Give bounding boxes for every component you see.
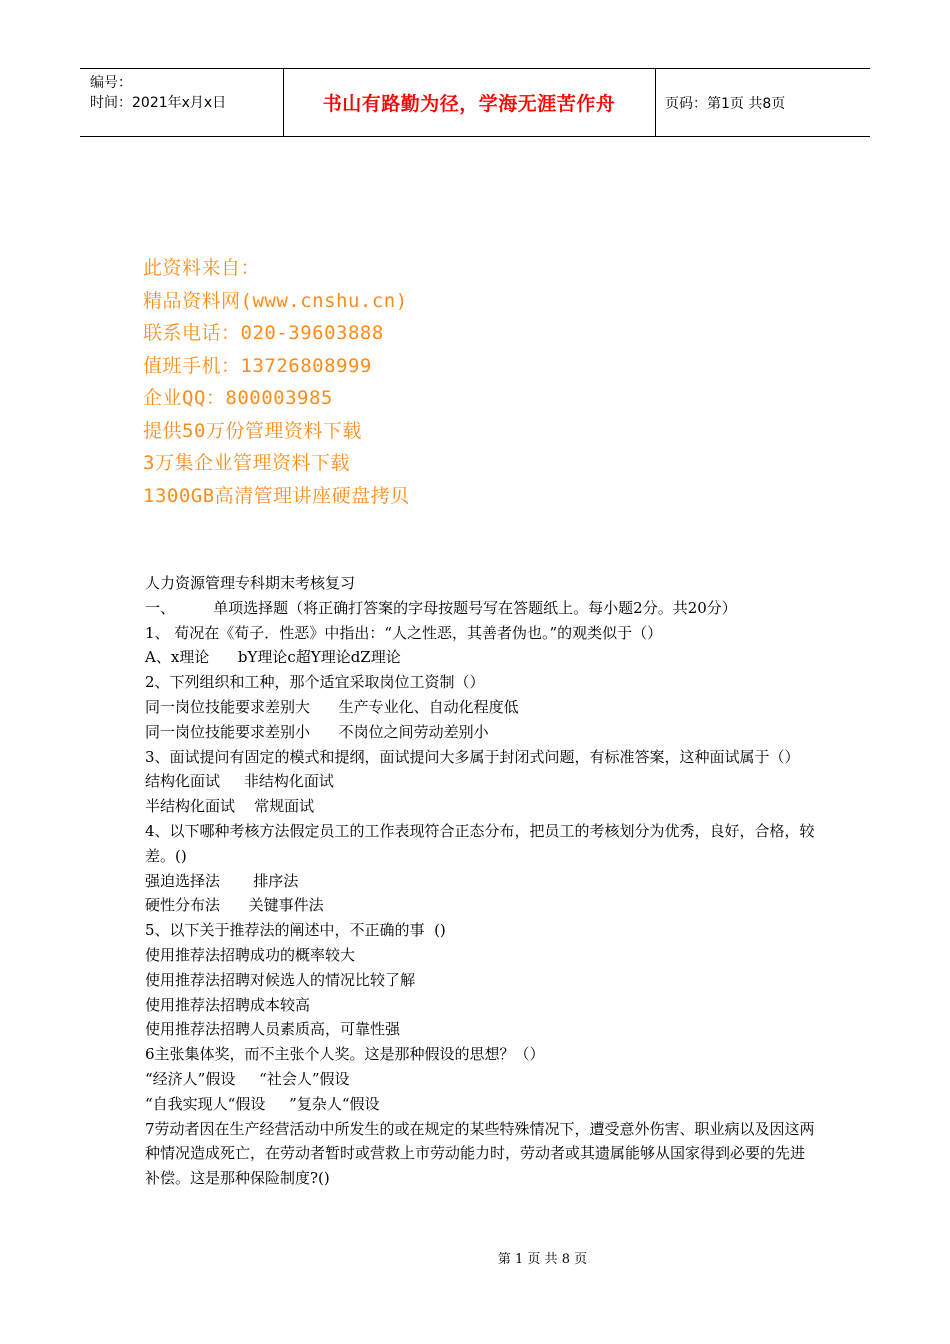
section-heading: 一、 单项选择题（将正确打答案的字母按题号写在答题纸上。每小题2分。共20分） [145,598,737,617]
header-divider-right [655,69,656,136]
question-6: 6主张集体奖，而不主张个人奖。这是那种假设的思想？（） [145,1045,545,1064]
question-6-option: “经济人”假设 “社会人”假设 [145,1069,350,1088]
question-5-option: 使用推荐法招聘成功的概率较大 [145,945,356,964]
promo-line: 此资料来自： [143,257,261,279]
promo-line: 值班手机：13726808999 [143,354,372,377]
promo-line: 企业QQ：800003985 [143,387,333,409]
page-header [80,68,870,137]
question-6-option: “自我实现人“假设 ”复杂人“假设 [145,1094,380,1113]
question-2-option: 同一岗位技能要求差别大 生产专业化、自动化程度低 [145,697,519,716]
document-body [145,571,815,1191]
header-meta [90,73,226,113]
question-5-option: 使用推荐法招聘人员素质高，可靠性强 [145,1020,401,1039]
question-1: 1、 荀况在《荀子．性恶》中指出：“人之性恶，其善者伪也。”的观类似于（） [145,623,663,642]
promo-line: 3万集企业管理资料下载 [143,452,350,474]
promo-block [143,252,410,512]
question-1-options: A、x理论 bY理论c超Y理论dZ理论 [145,648,401,667]
page-footer: 第 1 页 共 8 页 [497,1252,588,1267]
question-7: 7劳动者因在生产经营活动中所发生的或在规定的某些特殊情况下，遭受意外伤害、职业病以及因这两种情况造成死亡，在劳动者暂时或营救上市劳动能力时，劳动者或其遗属能够从国家得到必要的先进补偿。这是那种保险制度?() [145,1119,815,1188]
question-2: 2、下列组织和工种，那个适宜采取岗位工资制（） [145,673,485,692]
question-5-option: 使用推荐法招聘对候选人的情况比较了解 [145,970,416,989]
question-3-option: 结构化面试 非结构化面试 [145,772,334,791]
question-3: 3、面试提问有固定的模式和提纲，面试提问大多属于封闭式问题，有标准答案，这种面试属于（） [145,747,800,766]
question-5: 5、以下关于推荐法的阐述中，不正确的事 () [145,921,446,940]
document-title: 人力资源管理专科期末考核复习 [145,574,356,592]
question-3-option: 半结构化面试 常规面试 [145,797,315,816]
promo-line: 精品资料网(www.cnshu.cn) [143,289,408,312]
question-2-option: 同一岗位技能要求差别小 不岗位之间劳动差别小 [145,722,489,741]
question-5-option: 使用推荐法招聘成本较高 [145,995,311,1014]
question-4-option: 强迫选择法 排序法 [145,871,299,890]
time-label: 时间：2021年x月x日 [90,95,227,111]
question-4-option: 硬性分布法 关键事件法 [145,896,324,915]
promo-line: 联系电话：020-39603888 [143,322,384,344]
header-page-info: 页码：第1页 共8页 [665,96,786,112]
promo-line: 提供50万份管理资料下载 [143,419,362,442]
question-4: 4、以下哪种考核方法假定员工的工作表现符合正态分布，把员工的考核划分为优秀，良好，合格，较差。() [145,821,815,865]
header-motto: 书山有路勤为径，学海无涯苦作舟 [322,93,616,115]
promo-line: 1300GB高清管理讲座硬盘拷贝 [143,484,410,507]
number-label: 编号： [90,75,132,91]
